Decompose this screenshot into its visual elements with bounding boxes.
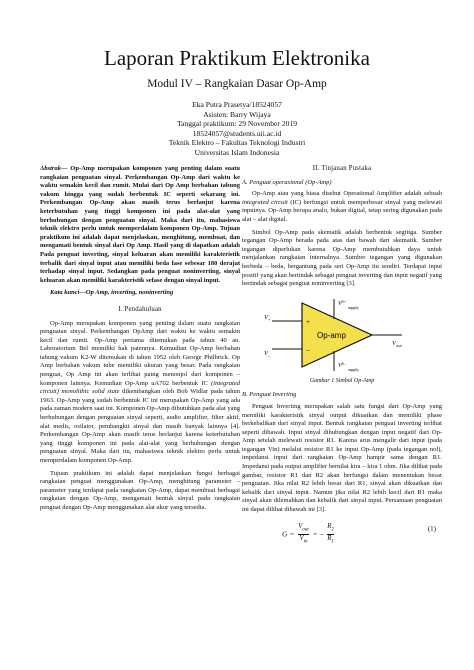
abstract <box>40 165 240 285</box>
supply-text-bottom: supply <box>348 366 359 372</box>
opamp-paragraph-1 <box>242 190 442 224</box>
fraction-r2-r1 <box>327 523 334 547</box>
keywords: Kata kunci—Op Amp, inverting, noninverting <box>50 289 174 297</box>
frac-denominator-r1: $R_1$ <box>327 534 334 545</box>
opamp-symbol-diagram <box>262 295 422 375</box>
practicum-date: Tanggal praktikum: 29 November 2019 <box>176 119 298 129</box>
intro-p1-text: Op-Amp merupakan komponen yang penting dalam suatu rangkaian penguatan sinyal. Perkembangan OpAmp dari waktu ke waktu semakin kecil dan rumit. Op-Amp pertama ditemukan pada tahun 40 an. Laboratorium Bel memiliki hak patennya. Kemudian Op-Amp berbahan tabung vakum K2-W ditemukan di tahun 1952 oleh George Philbrick. Op Amp berbahan vakum tube memiliki ukuran yang besar. Pada rangkaian penguat, Op Amp ini akan terlihat paing menonjol dari komponen – komponen lainnya. Kemudian Op-Amp uA702 berbentuk IC <box>40 319 240 387</box>
subsection-heading-inverting: B. Penguat Inverting <box>242 391 297 399</box>
v-minus-label: $V_-$ <box>264 349 271 358</box>
plus-sign: + <box>306 317 310 326</box>
section-heading-introduction: I. Pendahuluan <box>118 305 162 313</box>
intro-paragraph-1 <box>40 320 240 466</box>
opamp-paragraph-2: Simbol Op-Amp pada skematik adalah berbentuk segitiga. Sumber tegangan Op-Amp berada pada atas dan bawah dari skematik. Sumber tegangan diperlukan karena Op-Amp membutuhkan daya untuk menjalankan rangkaian internalnya. Sumber tegangan yang digunakan berbeda – beda, bergantung pada seri Op-Amp itu sendiri. Terdapat input positif yang akan bertindak sebagai penguat inverting dan input negatif yang bertindak sebagai penguat noninverting [3]. <box>242 228 442 288</box>
author-block <box>0 100 474 158</box>
fraction-vout-vin <box>298 523 309 547</box>
equation-lhs: G = <box>282 529 297 539</box>
abstract-label: Abstrak— <box>40 165 68 172</box>
equation-number: (1) <box>427 524 436 533</box>
opamp-p1-text: Op-Amp atau yang biasa disebut Operational Amplifier adalah sebuah <box>252 190 442 198</box>
v-out-label: $V_{out}$ <box>392 339 402 348</box>
left-column <box>40 165 240 517</box>
opamp-p1-italic: integrated circuit <box>242 198 288 206</box>
author-email: 18524057@students.uii.ac.id <box>192 128 282 138</box>
opamp-figure <box>242 295 442 375</box>
inverting-paragraph: Penguat Inverting merupakan salah satu fungsi dari Op-Amp yang memiliki karakteristik sinyal output dikuatkan dan memiliki phase berkebalikan dari sinyal input. Bentuk rangkaian penguat inverting terlihat seperti dibawah. Input sinyal dihubungkan dengan input negatif dari Op-Amp setelah melewati resistor R1. Karena arus mengalir dari input (pada tegangan Vin) melalui resistor R1 ke input Op-Amp (pada tegangan nol), impedansi input dari rangkaian Op-Amp hampir sama dengan R1. Impedansi pada output amplifier bernilai kira – kira 1 ohm. Jika dilihat pada gambar, resistor R1 dan R2 akan berfungsi dalam menentukan besar penguatan. Jika nilai R2 lebih besar dari R1, sinyal akan dikuatkan dan kebalik dari sinyal input. Namun jika nilai R2 lebih kecil dari R1 maka sinyal akan dilemahkan dan kebalik dari sinyal input. Persamaan penguatan ini dapat dilihat dibawah ini [3]. <box>242 402 442 514</box>
author-name: Eka Putra Prasetya/18524057 <box>192 100 282 109</box>
equation-equals: = – <box>312 529 324 539</box>
university: Universitas Islam Indonesia <box>194 147 280 157</box>
intro-paragraph-2: Tujuan praktikum ini adalah dapat menjelaskan fungsi berbagai rangkaian penguat menggunakan Op-Amp, menghitung parameter – parameter yang terdapat pada rangkaian Op-Amp, dapat membuat berbagai rangkaian dengan Op-Amp, mengamati bentuk sinyal pada rangkaian penguat dengan Op-Amp menggunakan alat ukur yang tersedia. <box>40 469 240 511</box>
minus-sign: – <box>306 345 310 354</box>
department: Teknik Elektro – Fakultas Teknologi Industri <box>168 138 306 148</box>
frac-denominator-vin: $V_{in}$ <box>299 534 308 545</box>
frac-numerator-r2: $R_2$ <box>327 523 334 535</box>
right-column <box>242 165 442 543</box>
frac-numerator-vout: $V_{out}$ <box>298 523 309 535</box>
paper-title: Laporan Praktikum Elektronika <box>104 46 370 70</box>
intro-p1-rest: dikembangkan oleh Bob Widlar pada tahun 1963. Op-Amp yang sudah berbentuk IC ini merupakan Op-Amp yang ada pada zaman modern saat ini. Komponen Op-Amp dibutuhkan pada alat yang berhubungan dengan penguatan sinyal seperti, audio amplifier, filter aktif, alat medis, osilator, pembangkit sinyal dan masih banyak lainnya [4]. Perkembangan Op-Amp akan masih terus berlanjut karena keterbutuhan yang tinggi komponen ini pada alat-alat yang berhubungan dengan penguatan sinyal. Maka dari itu, mahasiswa teknik elektro perlu untuk memperdalam komponen Op-Amp. <box>40 388 240 464</box>
subsection-heading-opamp: A. Penguat operasional (Op-Amp) <box>242 178 332 186</box>
assistant-name: Asisten: Barry Wijaya <box>203 109 271 119</box>
v-supply-minus-label: $V^{S-}$ <box>338 360 346 369</box>
supply-text-top: supply <box>348 304 359 310</box>
abstract-text: Op-Amp merupakan komponen yang penting dalam suatu rangkaian penguatan sinyal. Perkembangan Op-Amp dari waktu ke waktu semakin kecil dan rumit. Mulai dari Op Amp berbahan tabung vakum hingga yang sudah berbentuk IC seperti sekarang ini. Perkembangan Op-Amp akan masih terus berlanjut karena keterbutuhan yang tinggi komponen ini pada alat-alat yang berhubungan dengan penguatan sinyal. Maka dari itu, mahasiswa teknik elektro perlu untuk memperdalam komponen Op-Amp. Tujuan praktikum ini adalah dapat menjelaskan, menghitung, membuat, dan mengamati bentuk sinyal dari Op Amp. Hasil yang di dapatkan adalah Pada penguat inverting, sinyal keluaran akan memiliki karakteristik terbalik dari sinyal input atau memiliki beda fase sebesar 180 derajat terhadap sinyal input. Sedangkan pada penguat noninverting, sinyal keluaran akan memiliki karakteristik sefase dengan sinyal input. <box>40 165 240 284</box>
figure-caption: Gambar 1 Simbol Op-Amp <box>309 377 375 384</box>
paper-subtitle: Modul IV – Rangkaian Dasar Op-Amp <box>147 78 327 90</box>
opamp-p1-rest: (IC) berfungsi untuk memperbesar sinyal yang melewati inputnya. Op-Amp berupa analo, bukan digital, tetap sering digunakan pada alat – alat digital. <box>242 198 442 223</box>
equation-body <box>282 523 336 547</box>
v-supply-plus-label: $V^{S+}$ <box>338 298 347 307</box>
equation-1 <box>242 519 442 545</box>
section-heading-literature: II. Tinjauan Pustaka <box>312 165 372 172</box>
intro-p1-italic: (integrated circuit) monolithic solid state <box>40 379 240 396</box>
v-plus-label: $V_+$ <box>264 313 272 322</box>
opamp-label: Op-amp <box>317 330 346 340</box>
